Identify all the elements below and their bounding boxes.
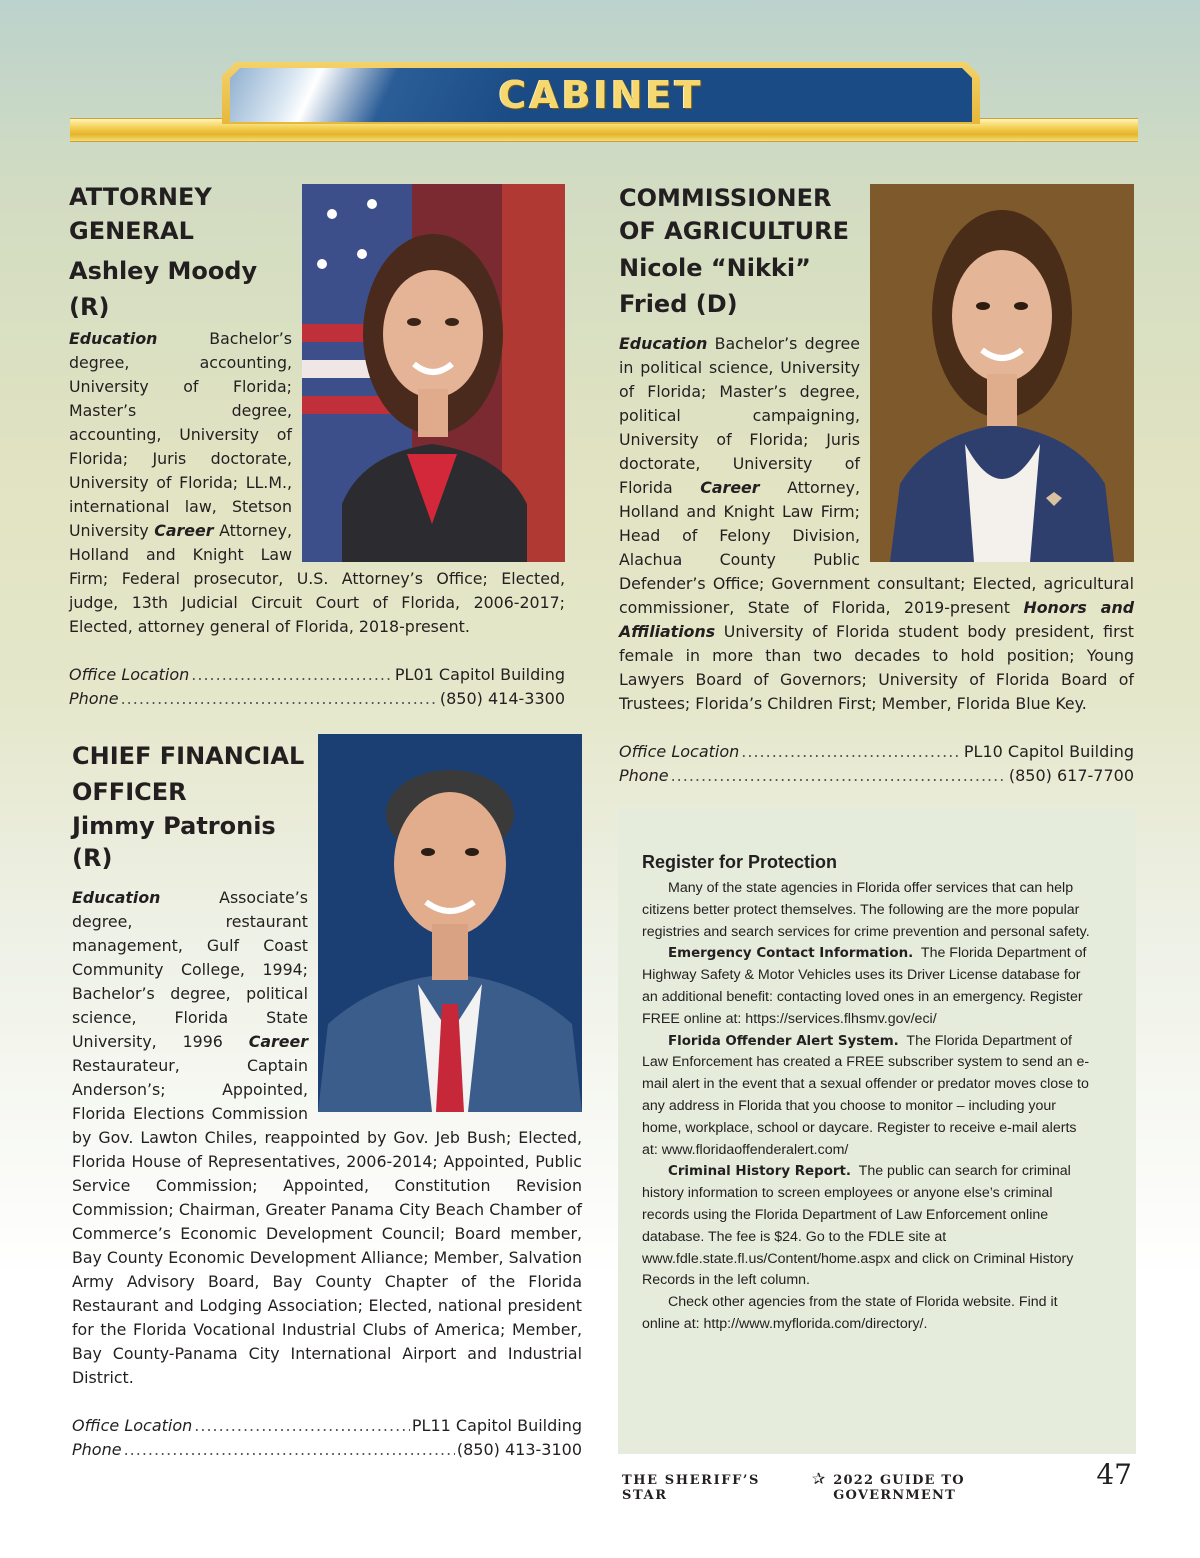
portrait-ashley-moody: [302, 184, 565, 562]
sidebar-closing: Check other agencies from the state of Florida website. Find it online at: http://www.myflorida.com/directory/.: [642, 1294, 1058, 1332]
star-icon: ✰: [811, 1469, 826, 1488]
profile-commissioner-of-agriculture: [619, 182, 1134, 788]
portrait-jimmy-patronis: [318, 734, 582, 1112]
sidebar-body: [642, 878, 1094, 1336]
person-name: Ashley Moody (R): [69, 257, 258, 321]
phone: Phone ..... (850) 414-3300: [69, 687, 565, 711]
person-name: Nicole “Nikki” Fried (D): [619, 254, 811, 318]
page-title: CABINET: [498, 73, 704, 117]
guide-title: 2022 GUIDE TO GOVERNMENT: [833, 1473, 965, 1503]
office-title: CHIEF FINANCIAL OFFICER: [72, 742, 305, 806]
phone: Phone ..... (850) 617-7700: [619, 764, 1134, 788]
publication-name: THE SHERIFF’S STAR: [622, 1473, 761, 1503]
bio: Education Bachelor’s degree, accounting, University of Florida; Master’s degree, accounting, University of Florida; Juris doctorate, University of Florida; LL.M., international law, Stetson University Career Attorney, Holland and Knight Law Firm; Federal prosecutor, U.S. Attorney’s Office; Elected, judge, 13th Judicial Circuit Court of Florida, 2006-2017; Elected, attorney general of Florida, 2018-present.: [69, 329, 565, 636]
office-location: Office Location ..... PL11 Capitol Building: [72, 1414, 582, 1438]
portrait-nicole-fried: [870, 184, 1134, 562]
office-location: Office Location ..... PL10 Capitol Building: [619, 740, 1134, 764]
phone: Phone ..... (850) 413-3100: [72, 1438, 582, 1462]
sidebar-title: Register for Protection: [642, 852, 838, 872]
person-name: Jimmy Patronis (R): [72, 812, 276, 872]
page-footer: [622, 1458, 1132, 1503]
profile-attorney-general: [69, 180, 565, 711]
sidebar-item: Emergency Contact Information. The Florida Department of Highway Safety & Motor Vehicles uses its Driver License database for an additional benefit: contacting loved ones in an emergency. Register FREE online at: https://services.flhsmv.gov/eci/: [642, 945, 1087, 1027]
office-title: ATTORNEY GENERAL: [69, 183, 212, 245]
office-location: Office Location ..... PL01 Capitol Building: [69, 663, 565, 687]
profile-chief-financial-officer: [72, 738, 582, 1462]
sidebar-item: Florida Offender Alert System. The Florida Department of Law Enforcement has created a FREE subscriber system to send an e-mail alert in the event that a sexual offender or predator moves close to any address in Florida that you choose to monitor – including your home, workplace, school or daycare. Register to receive e-mail alerts at: www.floridaoffenderalert.com/: [642, 1032, 1090, 1158]
office-title: COMMISSIONER OF AGRICULTURE: [619, 184, 849, 245]
bio: Education Bachelor’s degree in political science, University of Florida; Master’s degree, political campaigning, University of Florida; Juris doctorate, University of Florida Career Attorney, Holland and Knight Law Firm; Head of Felony Division, Alachua County Public Defender’s Office; Government consultant; Elected, agricultural commissioner, State of Florida, 2019-present Honors and Affiliations University of Florida student body president, first female in more than two decades to hold position; Young Lawyers Board of Governors; University of Florida Board of Trustees; Florida’s Children First; Member, Florida Blue Key.: [619, 334, 1135, 713]
page-number: 47: [1096, 1458, 1132, 1491]
sidebar-item: Criminal History Report. The public can search for criminal history information to screen employees or anyone else’s criminal records using the Florida Department of Law Enforcement online database. The fee is $24. Go to the FDLE site at www.fdle.state.fl.us/Content/home.aspx and click on Criminal History Records in the left column.: [642, 1163, 1074, 1289]
bio: Education Associate’s degree, restaurant management, Gulf Coast Community College, 1994; Bachelor’s degree, political science, Florida State University, 1996 Career Restaurateur, Captain Anderson’s; Appointed, Florida Elections Commission by Gov. Lawton Chiles, reappointed by Gov. Jeb Bush; Elected, Florida House of Representatives, 2006-2014; Appointed, Public Service Commission; Appointed, Constitution Revision Commission; Chairman, Greater Panama City Beach Chamber of Commerce’s Economic Development Council; Board member, Bay County Economic Development Alliance; Member, Salvation Army Advisory Board, Bay County Chapter of the Florida Restaurant and Lodging Association; Elected, national president for the Florida Vocational Industrial Clubs of America; Member, Bay County-Panama City International Airport and Industrial District.: [72, 888, 582, 1387]
sidebar-intro: Many of the state agencies in Florida offer services that can help citizens better protect themselves. The following are the more popular registries and search services for crime prevention and personal safety.: [642, 880, 1090, 940]
sidebar-register-for-protection: [618, 808, 1136, 1454]
